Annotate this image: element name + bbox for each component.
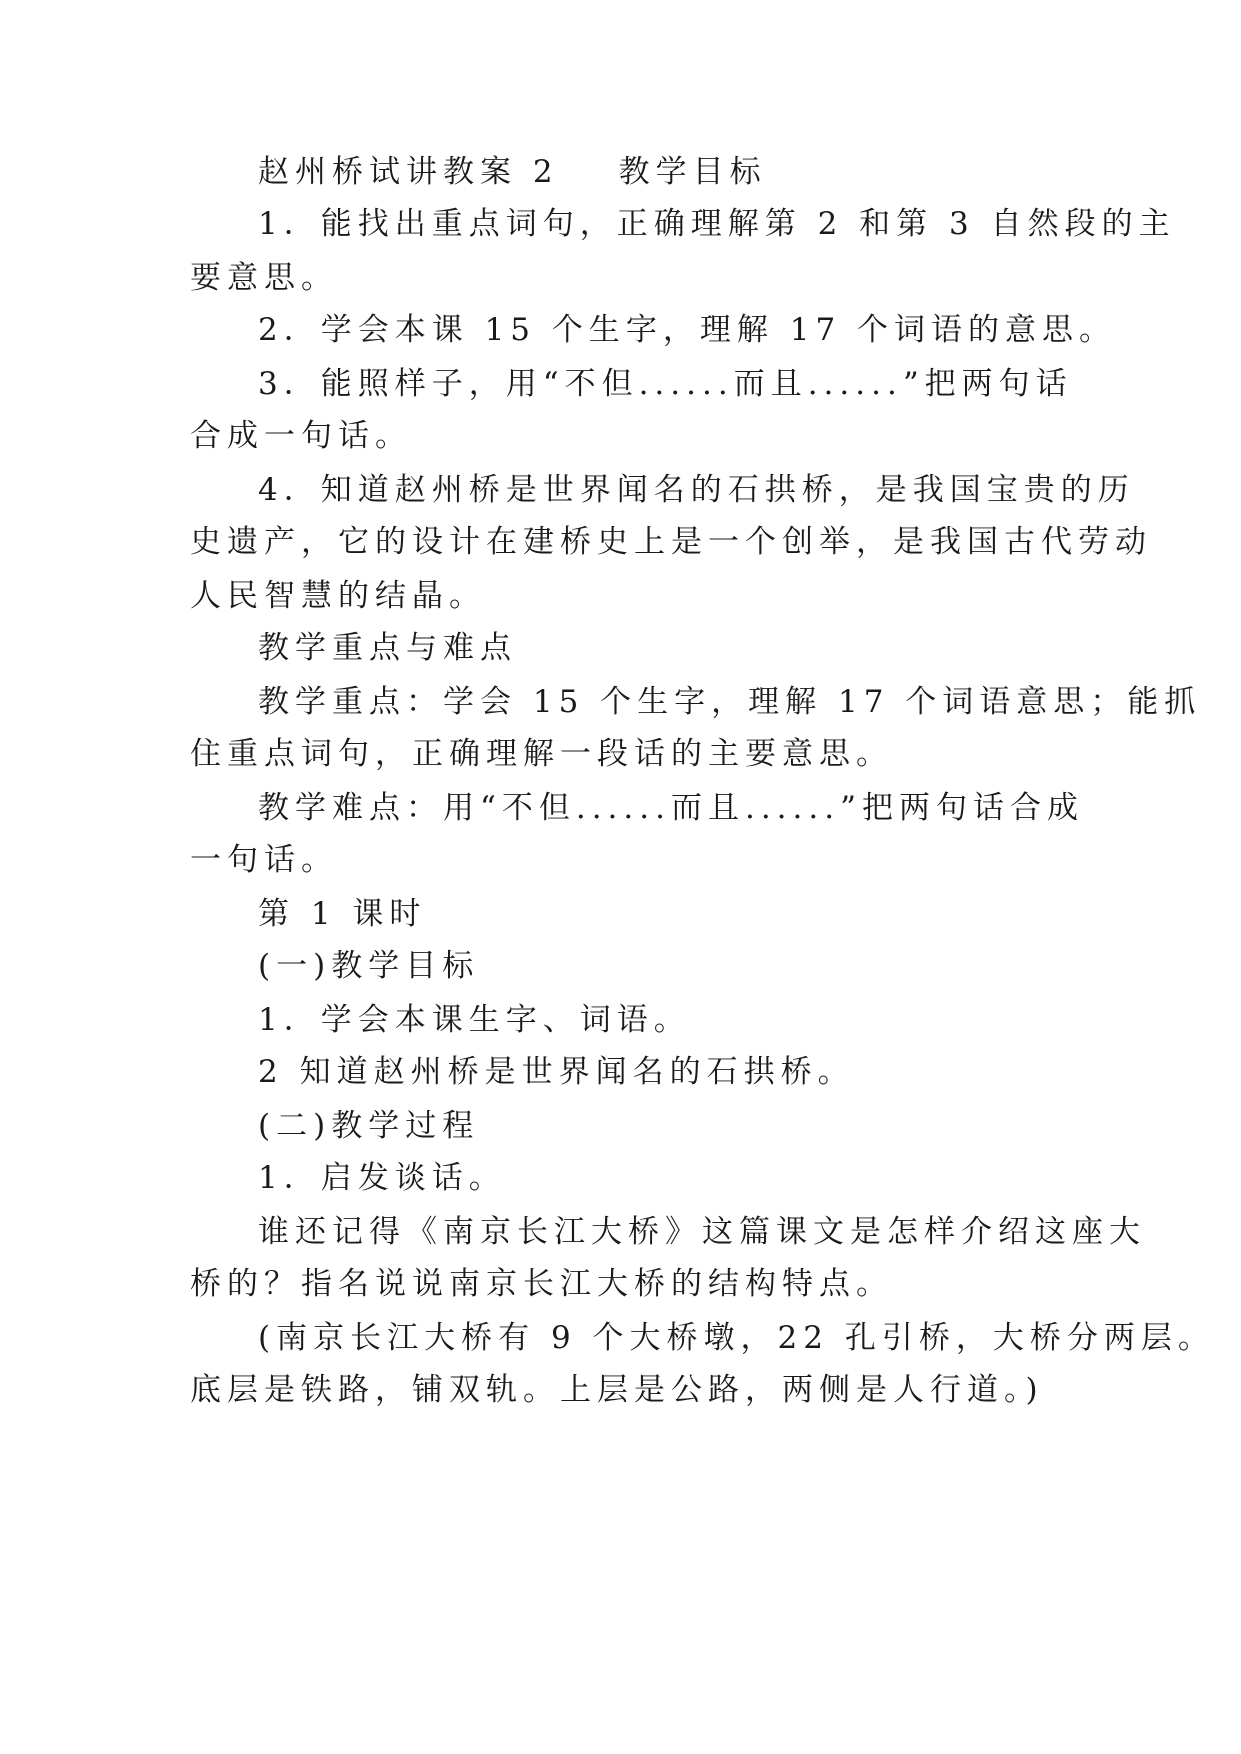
paragraph-line: 4．知道赵州桥是世界闻名的石拱桥，是我国宝贵的历 <box>258 472 1135 508</box>
paragraph-line: 教学难点：用“不但......而且......”把两句话合成 <box>258 790 1084 826</box>
paragraph-line: 一句话。 <box>190 842 338 878</box>
paragraph-line: 3．能照样子，用“不但......而且......”把两句话 <box>258 366 1073 402</box>
paragraph-line: 谁还记得《南京长江大桥》这篇课文是怎样介绍这座大 <box>258 1214 1146 1250</box>
section-heading: 教学重点与难点 <box>258 630 517 666</box>
paragraph-line: 底层是铁路，铺双轨。上层是公路，两侧是人行道。) <box>190 1372 1044 1408</box>
document-header <box>258 152 767 192</box>
section-heading-objectives: 教学目标 <box>618 154 767 190</box>
paragraph-line: 桥的？指名说说南京长江大桥的结构特点。 <box>190 1266 893 1302</box>
paragraph-line: 1．能找出重点词句，正确理解第 2 和第 3 自然段的主 <box>258 206 1176 242</box>
document-title: 赵州桥试讲教案 2 <box>258 154 559 190</box>
paragraph-line: (南京长江大桥有 9 个大桥墩，22 孔引桥，大桥分两层。 <box>258 1320 1215 1356</box>
section-heading: (二)教学过程 <box>258 1108 480 1144</box>
section-heading: 第 1 课时 <box>258 896 427 932</box>
paragraph-line: 2．学会本课 15 个生字，理解 17 个词语的意思。 <box>258 312 1117 348</box>
paragraph-line: 合成一句话。 <box>190 418 412 454</box>
paragraph-line: 住重点词句，正确理解一段话的主要意思。 <box>190 736 893 772</box>
paragraph-line: 教学重点：学会 15 个生字，理解 17 个词语意思；能抓 <box>258 684 1202 720</box>
paragraph-line: 1．学会本课生字、词语。 <box>258 1002 691 1038</box>
paragraph-line: 史遗产，它的设计在建桥史上是一个创举，是我国古代劳动 <box>190 524 1152 560</box>
paragraph-line: 2 知道赵州桥是世界闻名的石拱桥。 <box>258 1054 855 1090</box>
section-heading: (一)教学目标 <box>258 948 480 984</box>
paragraph-line: 要意思。 <box>190 260 338 296</box>
paragraph-line: 1．启发谈话。 <box>258 1160 506 1196</box>
paragraph-line: 人民智慧的结晶。 <box>190 578 486 614</box>
